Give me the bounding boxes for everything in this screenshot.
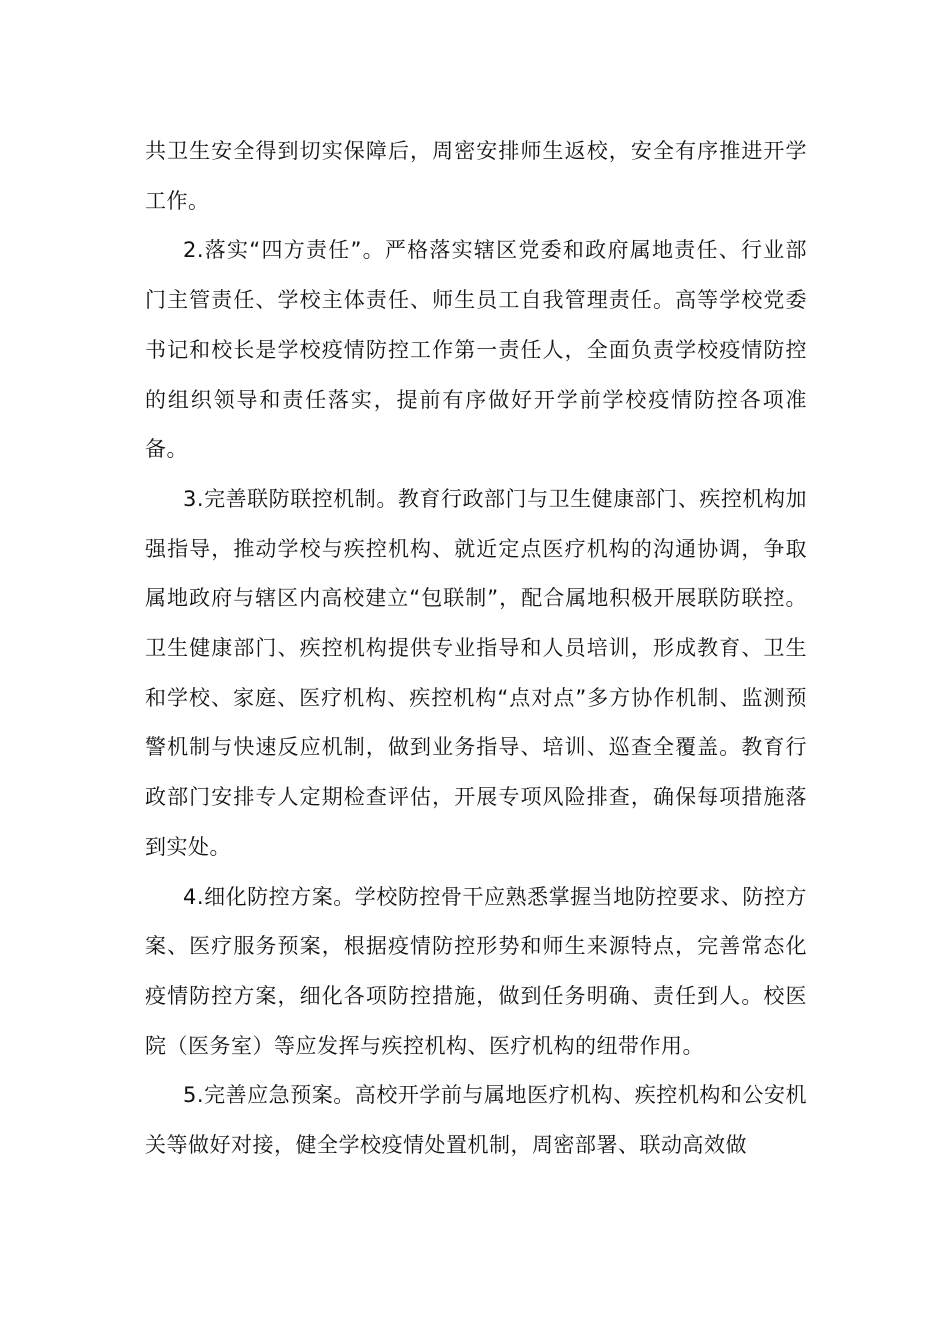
paragraph-emergency-plan: 5.完善应急预案。高校开学前与属地医疗机构、疾控机构和公安机关等做好对接，健全学校疫情处置机制，周密部署、联动高效做 <box>145 1083 807 1158</box>
paragraph-prevention-plan: 4.细化防控方案。学校防控骨干应熟悉掌握当地防控要求、防控方案、医疗服务预案，根据疫情防控形势和师生来源特点，完善常态化疫情防控方案，细化各项防控措施，做到任务明确、责任到人。校医院（医务室）等应发挥与疾控机构、医疗机构的纽带作用。 <box>145 884 807 1058</box>
paragraph-joint-prevention-mechanism: 3.完善联防联控机制。教育行政部门与卫生健康部门、疾控机构加强指导，推动学校与疾控机构、就近定点医疗机构的沟通协调，争取属地政府与辖区内高校建立“包联制”，配合属地积极开展联防联控。卫生健康部门、疾控机构提供专业指导和人员培训，形成教育、卫生和学校、家庭、医疗机构、疾控机构“点对点”多方协作机制、监测预警机制与快速反应机制，做到业务指导、培训、巡查全覆盖。教育行政部门安排专人定期检查评估，开展专项风险排查，确保每项措施落到实处。 <box>145 486 807 859</box>
paragraph-continuation: 共卫生安全得到切实保障后，周密安排师生返校，安全有序推进开学工作。 <box>145 139 807 213</box>
document-body <box>145 127 807 1171</box>
paragraph-four-responsibilities: 2.落实“四方责任”。严格落实辖区党委和政府属地责任、行业部门主管责任、学校主体责任、师生员工自我管理责任。高等学校党委书记和校长是学校疫情防控工作第一责任人，全面负责学校疫情防控的组织领导和责任落实，提前有序做好开学前学校疫情防控各项准备。 <box>145 238 807 462</box>
